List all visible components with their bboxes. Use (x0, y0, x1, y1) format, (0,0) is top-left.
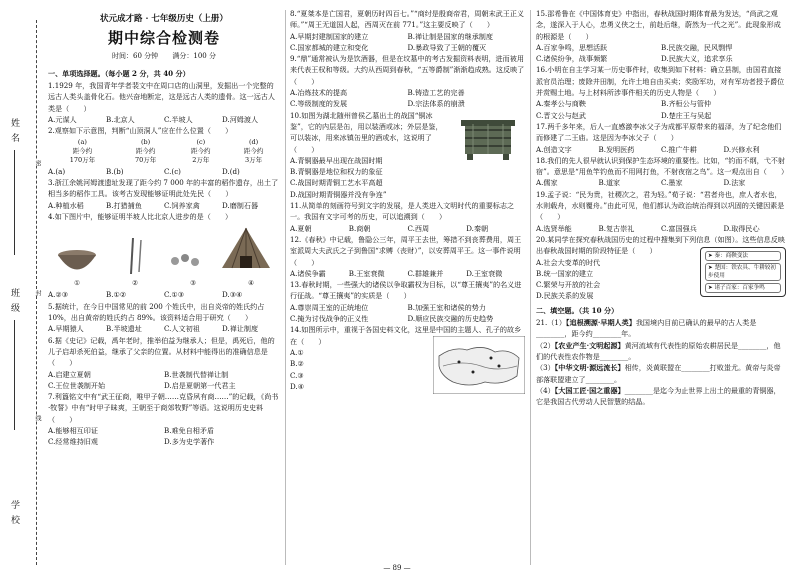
question-12: 12.《春秋》中记载，鲁隐公三年，周平王去世，筹措不到丧葬费用，周王室派周大夫武氏之子到鲁国“求赙（丧财）”，以安葬周平王。这一事件说明（ ） A.诸侯争霸 B.王室衰微 C.群雄兼并 D.王室衰微 (290, 234, 522, 278)
exam-meta (48, 51, 280, 62)
thatched-hut-image (220, 226, 272, 276)
column-divider (285, 10, 286, 565)
artifact-figures (48, 224, 280, 276)
page-number: — 89 — (383, 564, 411, 572)
question-13: 13.春秋时期，一些强大的诸侯以争取霸权为目标，以“尊王攘夷”的名义进行征战。“尊王攘夷”的实质是（ ） A.尊崇周王室的正统地位 B.加强王室和诸侯的势力 C.掩为讨伐战争的正义性 D.顺应民族交融的历史趋势 (290, 280, 522, 324)
cut-word-1: 密 (34, 160, 41, 166)
column-divider (530, 10, 531, 565)
bone-needle-image (115, 236, 151, 276)
question-16: 16.小明在自主学习某一历史事件时，收集到如下材料：确立县制，由国君直接派官员治理；废除井田制，允许土地自由买卖；奖励军功，对有军功者授予爵位并赏赐土地。与上材料所涉事件相关的历史人物是（ ） A.秦孝公与商鞅 B.齐桓公与管仲 C.晋文公与赵武 D.楚庄王与吴起 (536, 65, 785, 120)
full-score: 满分：100 分 (172, 51, 216, 60)
column-1 (48, 8, 280, 448)
series-title: 状元成才路 · 七年级历史（上册） (100, 14, 228, 24)
cut-word-2: 封 (34, 290, 41, 296)
section-title: 二、填空题。（共 10 分） (536, 305, 619, 315)
question-17: 17.两千多年来，后人一直感激李冰父子为成都平原带来的福泽，为了纪念他们而修建了二王庙。这是因为李冰父子（ ） A.创造文字 B.发明医药 C.推广牛耕 D.兴修水利 (536, 121, 782, 154)
question-8: 8.“夏桀本是亡国君，夏朝历时四百七。”“商纣是殷商帝君，周朝末武王正义师。”“周王无道国人起，西周灭在前 771。”这主要反映了（ ） A.早期封建制国家的建立 B.禅让制是国家的继承制度 C.国家都城的建立和变化 D.暴政导致了王朝的覆灭 (290, 9, 525, 52)
exam-title: 期中综合检测卷 (107, 29, 220, 48)
question-3: 3.浙江余姚河姆渡遗址发现了距今约 7 000 年的丰富的稻作遗存，出土了相当多的稻作工具。该考古发现能够证明此处先民（ ） A.种植水稻 B.打猎捕鱼 C.饲养家禽 D.磨制石器 (48, 177, 279, 210)
question-7: 7.利簋铭文中有“武王征商，唯甲子朝……克昏夙有商……”的记载，《尚书·牧誓》中有“时甲子昧爽，王朝至于商郊牧野”等语。这说明历史史料（ ） A.能够相互印证 B.难免自相矛盾 C.经常维持旧观 D.多为史学著作 (48, 392, 279, 447)
cut-word-3: 线 (34, 415, 41, 421)
question-4: 4.如下图片中，能够证明半坡人比北京人进步的是（ ） ① ② ③ ④ A.②③ B.①② C.①③ D.③④ (48, 211, 280, 301)
question-5: 5.据统计，在今日中国常见的前 200 个姓氏中，出自炎帝的姓氏约占 10%，出自黄帝的姓氏约占 89%。该资料适合用于研究（ ） A.早期猿人 B.半坡遗址 C.人文初祖 D.禅让制度 (48, 301, 265, 334)
column-2 (290, 8, 525, 396)
binding-margin (0, 0, 44, 580)
question-20: 20.某同学在探究春秋战国历史的过程中搜集到下列信息（如图）。这些信息反映出春秋战国时期的阶段特征是（ ） ➤ 秦：商鞅变法 ➤ 楚国：铁农具、牛耕较初步使用 ➤ 诸子百家：百家争鸣 A.社会大变革的时代 B.统一国家的建立 C.繁荣与开放的社会 D.民族关系的发展 (536, 234, 785, 301)
question-19: 19.孟子说：“民为贵，社稷次之，君为轻。”荀子说：“君者舟也，庶人者水也，水则载舟，水则覆舟。”由此可见，他们都认为政治统治得到以巩固的关键因素是（ ） A.选贤举能 B.复古崇礼 C.富国强兵 D.取得民心 (536, 189, 785, 233)
warring-states-map-image (433, 336, 525, 394)
question-1: 1.1929 年，我国青年学者裴文中在周口店的山洞里，发掘出一个完整的远古人类头盖骨化石。他兴奋地断定，这是远古人类的遗骨。这一远古人类是（ ） A.元谋人 B.北京人 C.半坡人 D.河姆渡人 (48, 81, 275, 125)
info-card: ➤ 秦：商鞅变法 ➤ 楚国：铁农具、牛耕较初步使用 ➤ 诸子百家：百家争鸣 (700, 247, 786, 297)
question-11: 11.从简单的刻画符号到文字的发展，是人类进入文明时代的重要标志之一。我国有文字可考的历史，可以追溯到（ ） A.夏朝 B.商朝 C.西周 D.秦朝 (290, 201, 515, 233)
name-blank (14, 150, 15, 255)
question-15: 15.邵希鲁在《中国体育史》中指出，春秋战国时期体育最为发达，“尚武之观念，遂深入于人心，忠勇义侠之士，前赴后继，蔚然为一代之光”。此现象形成的根源是（ ） A.百家争鸣，思想活跃 B.民族交融，民风剽悍 C.诸侯纷争，战事频繁 D.民族大义，追求享乐 (536, 9, 781, 64)
class-label: 班级 (9, 288, 19, 318)
column-3 (536, 8, 789, 407)
class-blank (14, 320, 15, 430)
section-title: 一、单项选择题。（每小题 2 分，共 40 分） (48, 68, 190, 78)
school-label: 学校 (9, 500, 19, 530)
bone-ornament-image (167, 246, 203, 276)
question-14: 14.如图所示中，重视于各国史料文化，这里是中国的主题人、孔子的故乡在（ ） A.① B.② C.③ D.④ (290, 324, 525, 392)
question-2: 2.观察如下示意图，判断“山顶洞人”应在什么位置（ ） (a) (b) (c) (d) 距今约 距今约 距今约 距今约 170万年 70万年 2万年 3万年 A.(a) B.(b) C.(c) D.(d) (48, 125, 280, 177)
name-label: 姓名 (9, 118, 19, 148)
question-9: 9.“鼎”通常被认为是饮酒器，但是在坟墓中的考古发掘资料表明，进而被用来代表王权和等级。大约从西周到春秋，“五等爵制”渐渐趋成熟。这反映了（ ） A.冶炼技术的提高 B.铸造工艺的完善 C.等级制度的发展 D.宗法体系的崩溃 (290, 54, 525, 109)
time-limit: 时间：60 分钟 (112, 51, 159, 60)
bronze-ice-vessel-image (451, 112, 525, 162)
timeline-table: (a) (b) (c) (d) 距今约 距今约 距今约 距今约 170万年 70万年 2万年 3万年 (69, 137, 264, 164)
question-6: 6.据《史记》记载，禹年老时，推举伯益为继承人；但是，禹死后，他的儿子启却杀死伯益，继承了父亲的位置。从材料中能得出的准确信息是（ ） A.启建立夏朝 B.世袭制代替禅让制 C.王位世袭制开始 D.启是夏朝第一代君主 (48, 335, 275, 390)
question-18: 18.我们的先人很早就认识到保护生态环境的重要性。比如，“钓而不纲，弋不射宿”。意思是“用鱼竿钓鱼而不用网打鱼，不射夜宿之鸟”。这一观点出自（ ） A.儒家 B.道家 C.墨家 D.法家 (536, 155, 789, 188)
pottery-bowl-image (56, 248, 98, 276)
question-21: 21.（1）【追根溯源·早期人类】我国境内目前已确认的最早的古人类是________，距今约________年。 （2）【农业产生·文明起源】黄河流域有代表性的原始农耕居民是________，他们的代表性农作物是________。 （3）【中华文明·源远流长】相传，炎黄联盟在________打败蚩尤。黄帝与炎帝部落联盟建立了________。 （4）【大国工匠·国之重器】________是迄今为止世界上出土的最重的青铜器，它是我国古代劳动人民智慧的结晶。 (536, 318, 781, 407)
question-10: 10.如图为湖北随州曾侯乙墓出土的战国“铜冰鉴”，它的内层是缶，用以装酒或冰；外层是鉴，可以装冰，用来冰镇缶里的酒或水，这说明了（ ） A.青铜器最早出现在战国时期 B.青铜器是地位和权力的象征 C.战国时期青铜工艺水平高超 D.战国时期青铜器并没有争连” (290, 110, 525, 200)
